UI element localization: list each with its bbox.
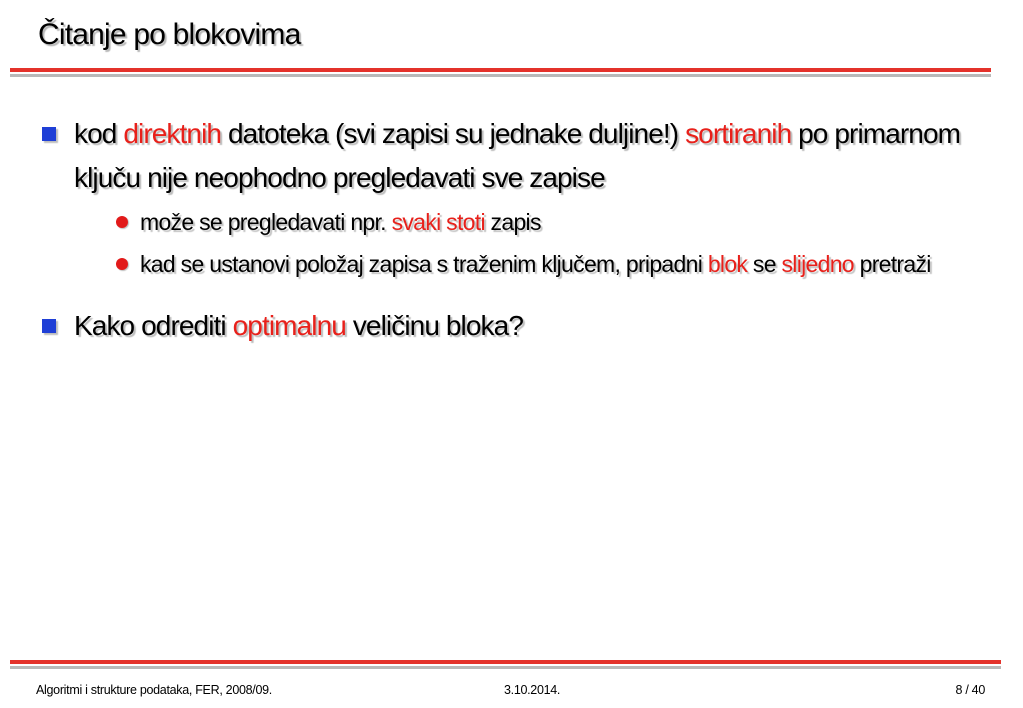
footer-page-number: 8 / 40 (955, 683, 985, 697)
round-bullet-icon (116, 258, 128, 270)
bullet-text-segment: po primarnom ključu nije neophodno pregledavati sve zapise (74, 118, 961, 193)
highlighted-term: direktnih (123, 118, 222, 149)
title-rule-shadow (10, 74, 991, 77)
bullet-text-segment: se (747, 251, 782, 277)
bullet-text-segment: kad se ustanovi položaj zapisa s traženim ključem, pripadni (140, 251, 708, 277)
sub-bullet-item (116, 204, 992, 240)
highlighted-term: blok (707, 251, 748, 277)
round-bullet-icon (116, 216, 128, 228)
bullet-text-segment: kod (74, 118, 124, 149)
bullet-text-segment: pretraži (853, 251, 931, 277)
bullet-list (42, 112, 992, 348)
highlighted-term: optimalnu (232, 310, 346, 341)
bullet-text-segment: može se pregledavati npr. (140, 209, 392, 235)
sub-bullet-item (116, 246, 992, 282)
square-bullet-icon (42, 319, 56, 333)
footer-date: 3.10.2014. (504, 683, 561, 697)
highlighted-term: svaki stoti (391, 209, 485, 235)
bullet-text-segment: veličinu bloka? (345, 310, 523, 341)
slide-title: Čitanje po blokovima (38, 18, 301, 51)
highlighted-term: sortiranih (685, 118, 792, 149)
footer-course: Algoritmi i strukture podataka, FER, 2008/09. (36, 683, 272, 697)
bullet-text-segment: Kako odrediti (74, 310, 233, 341)
title-rule-red (10, 68, 991, 72)
bullet-item (42, 304, 992, 348)
square-bullet-icon (42, 127, 56, 141)
bullet-item (42, 112, 992, 200)
footer-rule-shadow (10, 666, 1001, 669)
bullet-text-segment: datoteka (svi zapisi su jednake duljine!) (221, 118, 686, 149)
bullet-text-segment: zapis (484, 209, 541, 235)
footer-rule-red (10, 660, 1001, 664)
highlighted-term: slijedno (781, 251, 854, 277)
